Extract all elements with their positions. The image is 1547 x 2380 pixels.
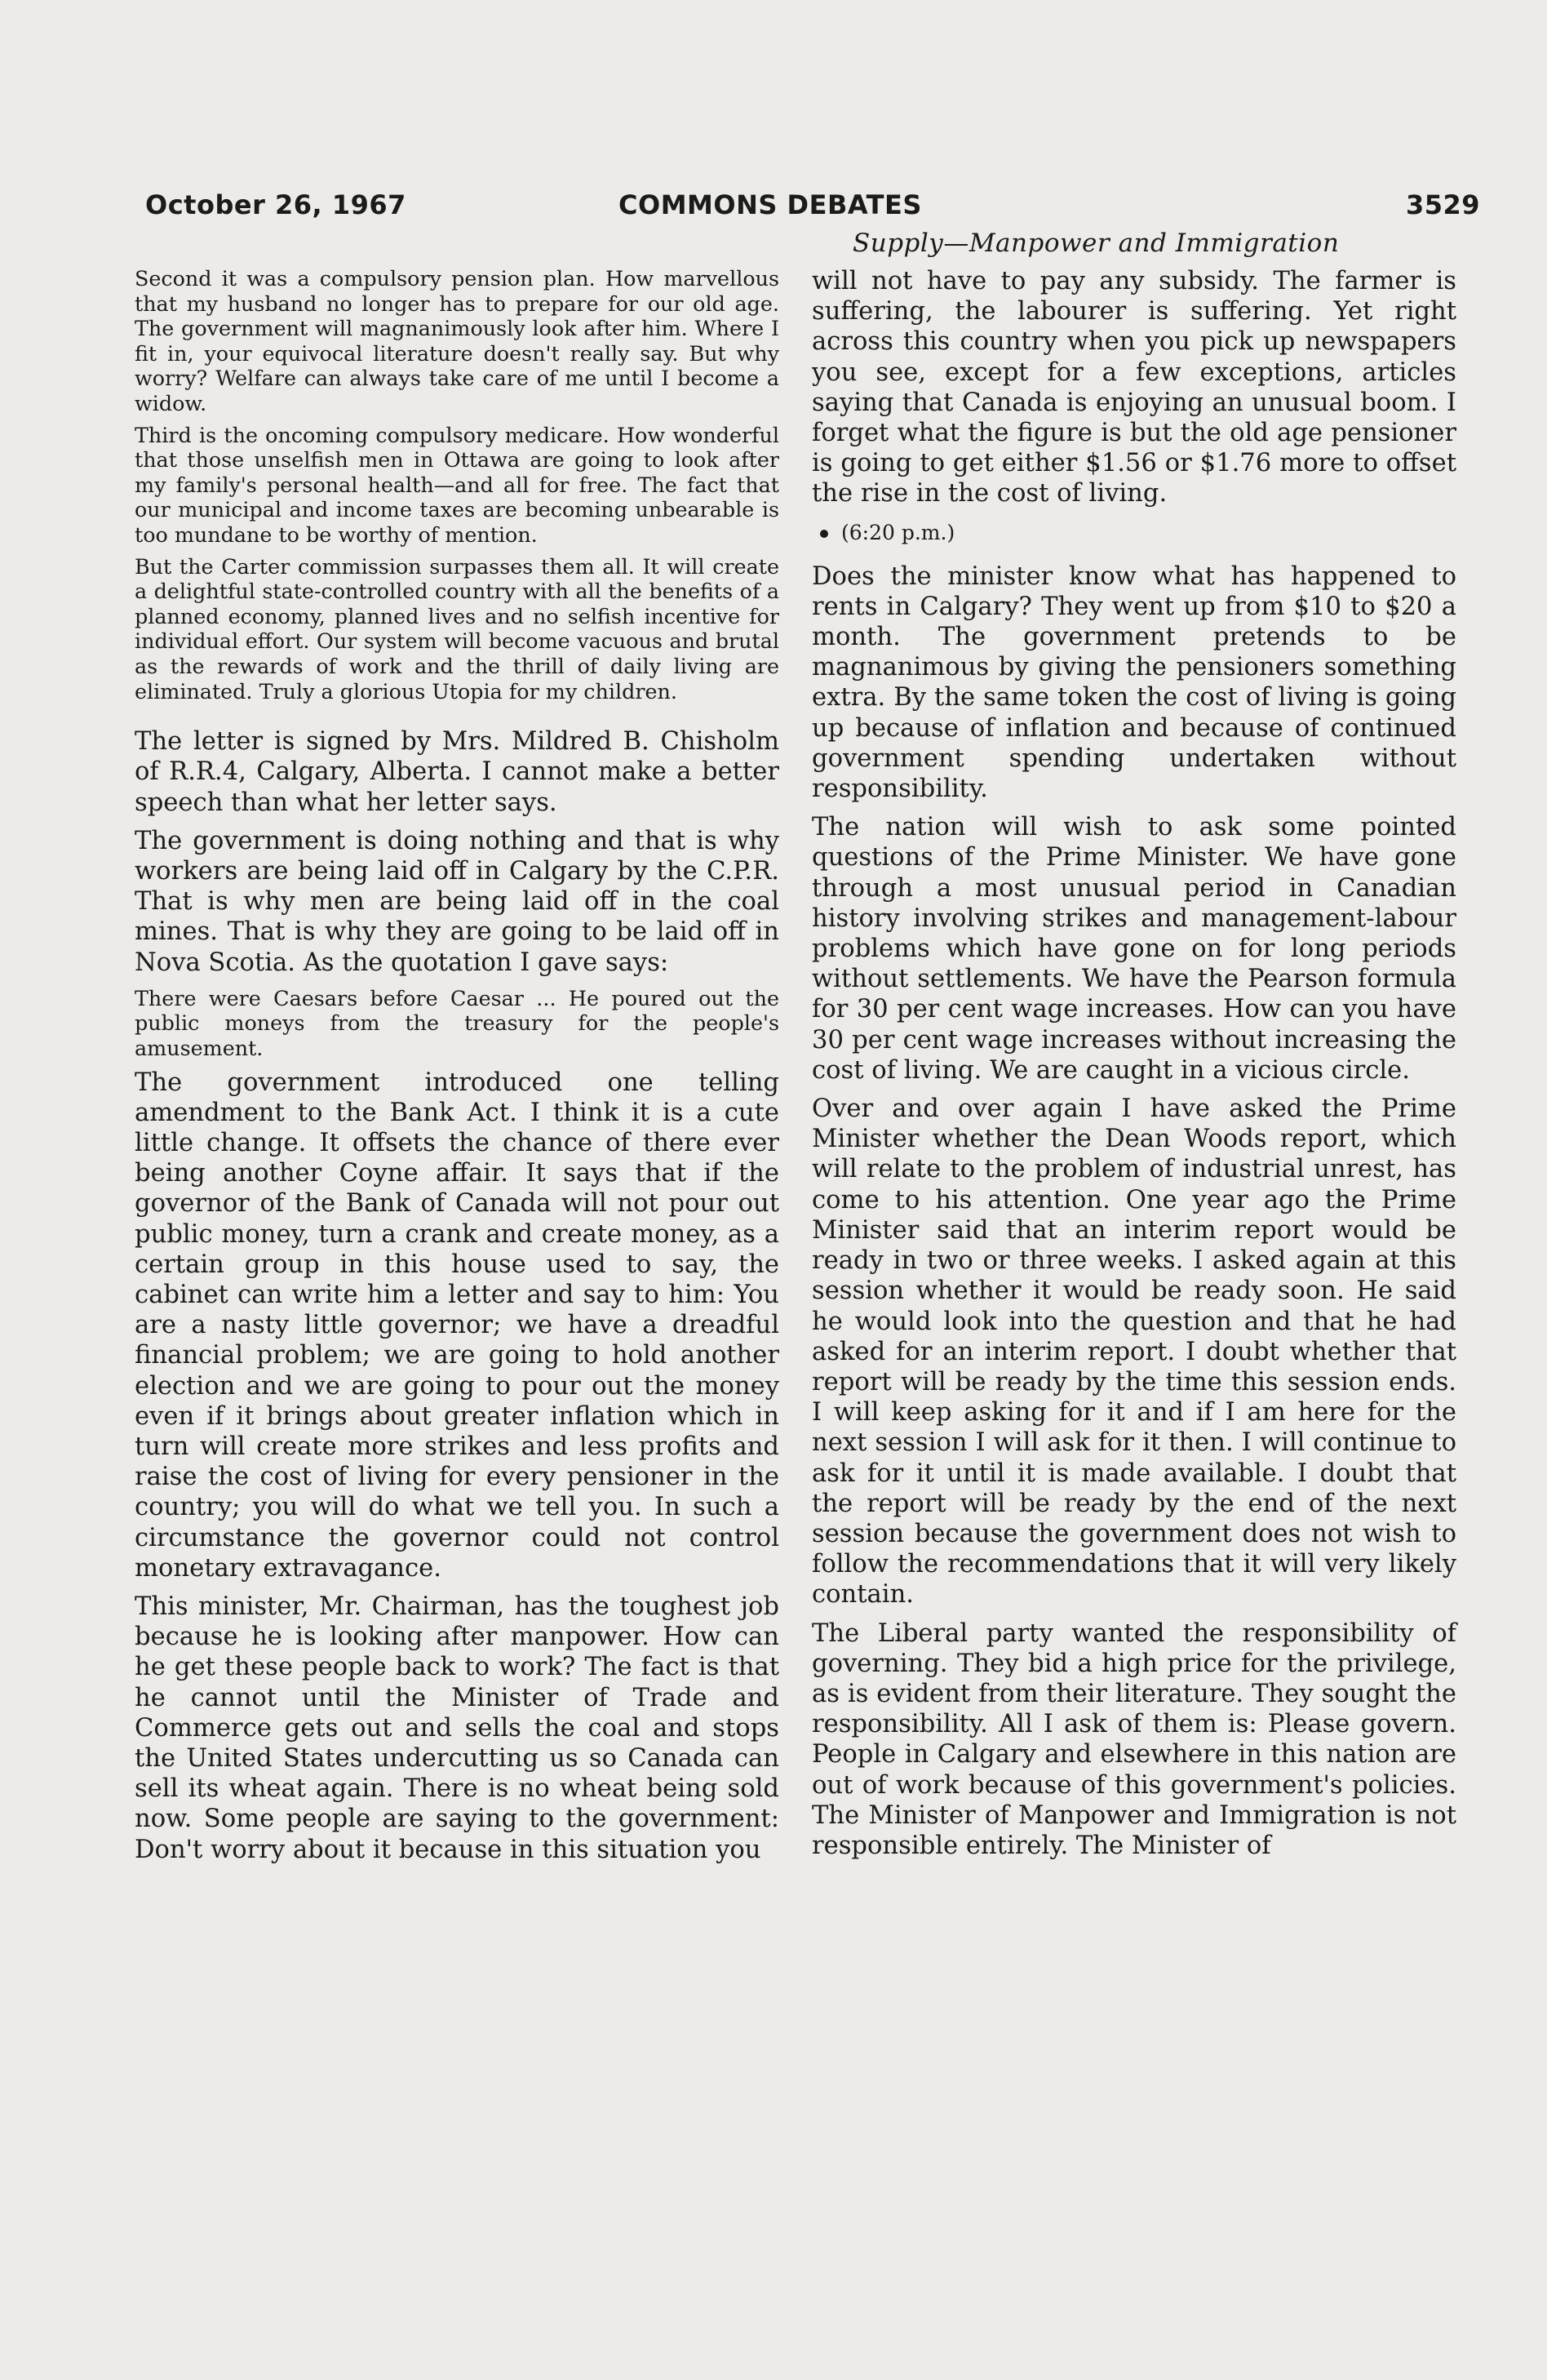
left-column bbox=[135, 266, 779, 1873]
quotation: There were Caesars before Caesar ... He poured out the public moneys from the treasury for the people's amusement. bbox=[135, 985, 779, 1060]
quoted-letter-paragraph: Third is the oncoming compulsory medicare. How wonderful that those unselfish men in Ottawa are going to look after my family's personal health—and all for free. The fact that our municipal and income taxes are becoming unbearable is too mundane to be worthy of mention. bbox=[135, 422, 779, 547]
page-number: 3529 bbox=[1406, 189, 1481, 220]
time-marker-text: (6:20 p.m.) bbox=[841, 520, 955, 544]
body-paragraph: This minister, Mr. Chairman, has the toughest job because he is looking after manpower. How can he get these people back to work? The fact is that he cannot until the Minister of Trade and Commerce gets out and sells the coal and stops the United States undercutting us so Canada can sell its wheat again. There is no wheat being sold now. Some people are saying to the government: Don't worry about it because in this situation you bbox=[135, 1592, 779, 1864]
body-paragraph: The government is doing nothing and that is why workers are being laid off in Calgary by the C.P.R. That is why men are being laid off in the coal mines. That is why they are going to be laid off in Nova Scotia. As the quotation I gave says: bbox=[135, 826, 779, 977]
time-marker bbox=[820, 517, 1456, 548]
quoted-letter-paragraph: But the Carter commission surpasses them all. It will create a delightful state-controlled country with all the benefits of a planned economy, planned lives and no selfish incentive for individual effort. Our system will become vacuous and brutal as the rewards of work and the thrill of daily living are eliminated. Truly a glorious Utopia for my children. bbox=[135, 553, 779, 704]
body-paragraph: The government introduced one telling amendment to the Bank Act. I think it is a cute little change. It offsets the chance of there ever being another Coyne affair. It says that if the governor of the Bank of Canada will not pour out public money, turn a crank and create money, as a certain group in this house used to say, the cabinet can write him a letter and say to him: You are a nasty little governor; we have a dreadful financial problem; we are going to hold another election and we are going to pour out the money even if it brings about greater inflation which in turn will create more strikes and less profits and raise the cost of living for every pensioner in the country; you will do what we tell you. In such a circumstance the governor could not control monetary extravagance. bbox=[135, 1068, 779, 1583]
quoted-letter-paragraph: Second it was a compulsory pension plan. How marvellous that my husband no longer has to prepare for our old age. The government will magnanimously look after him. Where I fit in, your equivocal literature doesn't really say. But why worry? Welfare can always take care of me until I become a widow. bbox=[135, 266, 779, 415]
body-paragraph: will not have to pay any subsidy. The farmer is suffering, the labourer is suffering. Yet right across this country when you pick up newspapers you see, except for a few exceptions, articles saying that Canada is enjoying an unusual boom. I forget what the figure is but the old age pensioner is going to get either $1.56 or $1.76 more to offset the rise in the cost of living. bbox=[812, 267, 1456, 508]
body-paragraph: Over and over again I have asked the Prime Minister whether the Dean Woods report, which will relate to the problem of industrial unrest, has come to his attention. One year ago the Prime Minister said that an interim report would be ready in two or three weeks. I asked again at this session whether it would be ready soon. He said he would look into the question and that he had asked for an interim report. I doubt whether that report will be ready by the time this session ends. I will keep asking for it and if I am here for the next session I will ask for it then. I will continue to ask for it until it is made available. I doubt that the report will be ready by the end of the next session because the government does not wish to follow the recommendations that it will very likely contain. bbox=[812, 1095, 1456, 1610]
right-column bbox=[812, 266, 1456, 1869]
bullet-icon bbox=[820, 530, 828, 538]
body-paragraph: The Liberal party wanted the responsibility of governing. They bid a high price for the privilege, as is evident from their literature. They sought the responsibility. All I ask of them is: Please govern. People in Calgary and elsewhere in this nation are out of work because of this government's policies. The Minister of Manpower and Immigration is not responsible entirely. The Minister of bbox=[812, 1618, 1456, 1860]
header-date: October 26, 1967 bbox=[145, 189, 406, 220]
body-paragraph: Does the minister know what has happened to rents in Calgary? They went up from $10 to $20 a month. The government pretends to be magnanimous by giving the pensioners something extra. By the same token the cost of living is going up because of inflation and because of continued government spending undertaken without responsibility. bbox=[812, 562, 1456, 804]
body-paragraph: The nation will wish to ask some pointed questions of the Prime Minister. We have gone through a most unusual period in Canadian history involving strikes and management-labour problems which have gone on for long periods without settlements. We have the Pearson formula for 30 per cent wage increases. How can you have 30 per cent wage increases without increasing the cost of living. We are caught in a vicious circle. bbox=[812, 813, 1456, 1085]
body-paragraph: The letter is signed by Mrs. Mildred B. Chisholm of R.R.4, Calgary, Alberta. I cannot make a better speech than what her letter says. bbox=[135, 727, 779, 817]
header-title: COMMONS DEBATES bbox=[618, 189, 922, 220]
section-subtitle: Supply—Manpower and Immigration bbox=[853, 229, 1340, 258]
